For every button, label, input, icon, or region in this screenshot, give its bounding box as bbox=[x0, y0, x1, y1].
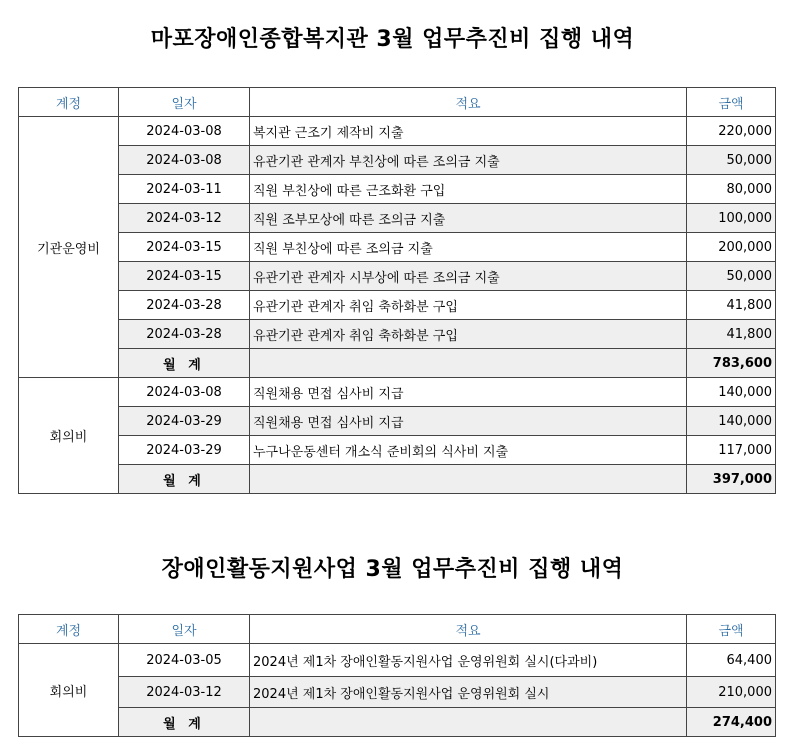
row-date: 2024-03-29 bbox=[119, 436, 250, 465]
row-amount: 140,000 bbox=[687, 378, 776, 407]
row-date: 2024-03-15 bbox=[119, 262, 250, 291]
row-date: 2024-03-05 bbox=[119, 644, 250, 677]
table-row bbox=[19, 644, 776, 677]
total-label: 월 계 bbox=[119, 349, 250, 378]
section1-table-header bbox=[19, 88, 776, 117]
row-amount: 64,400 bbox=[687, 644, 776, 677]
table-row bbox=[19, 436, 776, 465]
total-amount: 783,600 bbox=[687, 349, 776, 378]
row-amount: 41,800 bbox=[687, 320, 776, 349]
header-date: 일자 bbox=[119, 615, 250, 644]
table-row bbox=[19, 204, 776, 233]
group-category: 기관운영비 bbox=[19, 117, 119, 378]
table-row bbox=[19, 117, 776, 146]
header-category: 계정 bbox=[19, 615, 119, 644]
row-description: 누구나운동센터 개소식 준비회의 식사비 지출 bbox=[250, 436, 687, 465]
table-row bbox=[19, 146, 776, 175]
row-date: 2024-03-28 bbox=[119, 291, 250, 320]
section2-table-header bbox=[19, 615, 776, 644]
section1-table bbox=[18, 87, 776, 494]
section2-title: 장애인활동지원사업 3월 업무추진비 집행 내역 bbox=[161, 557, 624, 582]
header-date: 일자 bbox=[119, 88, 250, 117]
total-row bbox=[19, 349, 776, 378]
row-amount: 210,000 bbox=[687, 677, 776, 708]
table-row bbox=[19, 407, 776, 436]
row-date: 2024-03-29 bbox=[119, 407, 250, 436]
total-label: 월 계 bbox=[119, 465, 250, 494]
section1-group-1 bbox=[19, 378, 776, 494]
header-row bbox=[19, 615, 776, 644]
row-amount: 80,000 bbox=[687, 175, 776, 204]
table-row bbox=[19, 175, 776, 204]
row-date: 2024-03-12 bbox=[119, 677, 250, 708]
total-amount: 274,400 bbox=[687, 708, 776, 737]
row-description: 유관기관 관계자 취임 축하화분 구입 bbox=[250, 320, 687, 349]
row-amount: 200,000 bbox=[687, 233, 776, 262]
row-amount: 41,800 bbox=[687, 291, 776, 320]
row-date: 2024-03-12 bbox=[119, 204, 250, 233]
header-amount: 금액 bbox=[687, 88, 776, 117]
row-amount: 220,000 bbox=[687, 117, 776, 146]
table-row bbox=[19, 320, 776, 349]
table-row bbox=[19, 378, 776, 407]
header-category: 계정 bbox=[19, 88, 119, 117]
group-category: 회의비 bbox=[19, 644, 119, 737]
table-row bbox=[19, 233, 776, 262]
header-description: 적요 bbox=[250, 615, 687, 644]
row-amount: 140,000 bbox=[687, 407, 776, 436]
row-description: 2024년 제1차 장애인활동지원사업 운영위원회 실시(다과비) bbox=[250, 644, 687, 677]
header-amount: 금액 bbox=[687, 615, 776, 644]
row-date: 2024-03-11 bbox=[119, 175, 250, 204]
row-amount: 50,000 bbox=[687, 262, 776, 291]
total-amount: 397,000 bbox=[687, 465, 776, 494]
section2-group-0 bbox=[19, 644, 776, 737]
total-label: 월 계 bbox=[119, 708, 250, 737]
total-row bbox=[19, 465, 776, 494]
row-description: 직원 조부모상에 따른 조의금 지출 bbox=[250, 204, 687, 233]
row-description: 유관기관 관계자 취임 축하화분 구입 bbox=[250, 291, 687, 320]
row-date: 2024-03-28 bbox=[119, 320, 250, 349]
total-blank bbox=[250, 465, 687, 494]
row-description: 2024년 제1차 장애인활동지원사업 운영위원회 실시 bbox=[250, 677, 687, 708]
row-amount: 100,000 bbox=[687, 204, 776, 233]
total-row bbox=[19, 708, 776, 737]
total-blank bbox=[250, 349, 687, 378]
section1-title: 마포장애인종합복지관 3월 업무추진비 집행 내역 bbox=[150, 27, 635, 52]
row-description: 유관기관 관계자 시부상에 따른 조의금 지출 bbox=[250, 262, 687, 291]
row-amount: 117,000 bbox=[687, 436, 776, 465]
row-amount: 50,000 bbox=[687, 146, 776, 175]
header-description: 적요 bbox=[250, 88, 687, 117]
row-date: 2024-03-15 bbox=[119, 233, 250, 262]
row-description: 유관기관 관계자 부친상에 따른 조의금 지출 bbox=[250, 146, 687, 175]
total-blank bbox=[250, 708, 687, 737]
row-description: 직원 부친상에 따른 조의금 지출 bbox=[250, 233, 687, 262]
row-description: 직원채용 면접 심사비 지급 bbox=[250, 378, 687, 407]
row-date: 2024-03-08 bbox=[119, 117, 250, 146]
table-row bbox=[19, 262, 776, 291]
row-date: 2024-03-08 bbox=[119, 378, 250, 407]
header-row bbox=[19, 88, 776, 117]
section1-group-0 bbox=[19, 117, 776, 378]
row-description: 직원채용 면접 심사비 지급 bbox=[250, 407, 687, 436]
row-date: 2024-03-08 bbox=[119, 146, 250, 175]
row-description: 복지관 근조기 제작비 지출 bbox=[250, 117, 687, 146]
table-row bbox=[19, 677, 776, 708]
group-category: 회의비 bbox=[19, 378, 119, 494]
table-row bbox=[19, 291, 776, 320]
row-description: 직원 부친상에 따른 근조화환 구입 bbox=[250, 175, 687, 204]
section2-table bbox=[18, 614, 776, 737]
